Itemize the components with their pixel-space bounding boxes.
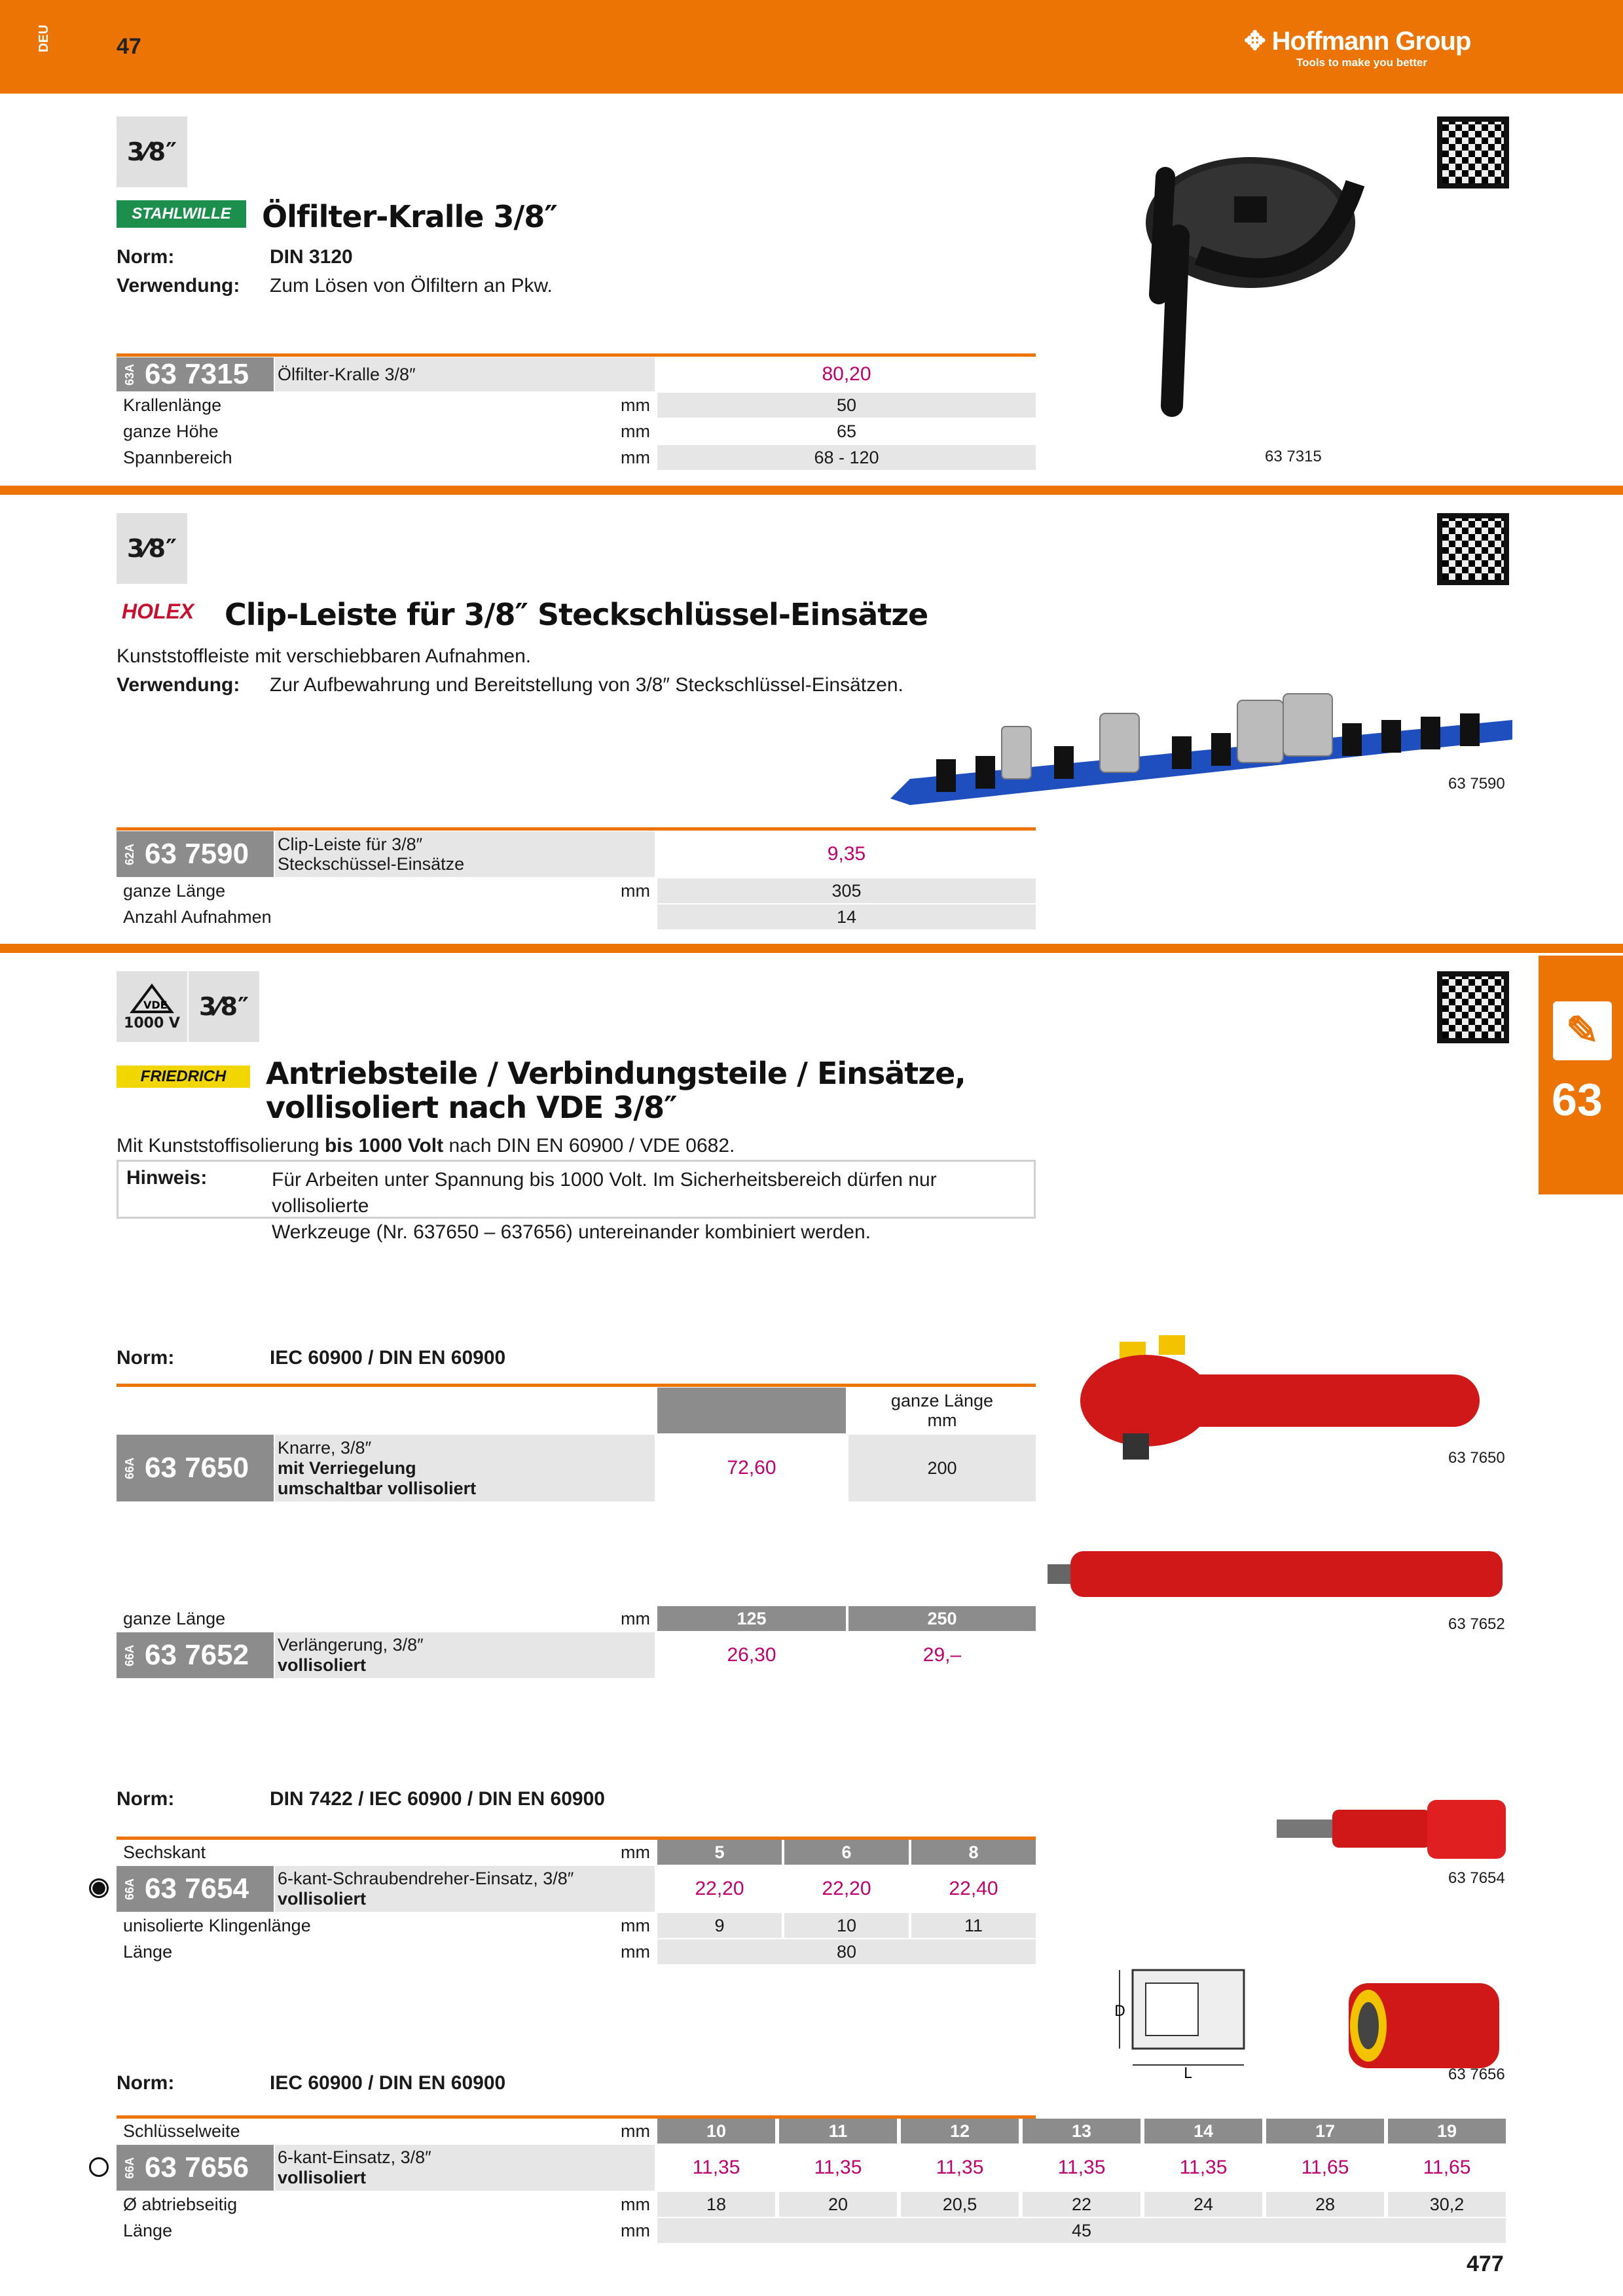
table-row	[117, 878, 1036, 903]
row-unit: mm	[621, 1608, 650, 1628]
price-cell[interactable]: 11,35	[936, 2157, 984, 2178]
vde-triangle-icon	[129, 982, 175, 1015]
article-number-cell	[117, 1632, 274, 1678]
header-cell-length	[848, 1388, 1036, 1433]
row-unit: mm	[621, 880, 650, 901]
note-line: Für Arbeiten unter Spannung bis 1000 Volt. Im Sicherheitsbereich dürfen nur vollisolierte	[272, 1169, 937, 1217]
brand-slogan: Tools to make you better	[1296, 56, 1427, 69]
price-cell[interactable]: 11,35	[692, 2157, 740, 2178]
price-cell[interactable]: 26,30	[727, 1644, 776, 1666]
norm-label: Norm:	[117, 1788, 175, 1810]
intro-part: Mit Kunststoffisolierung	[117, 1135, 325, 1157]
row-value: 18	[657, 2192, 775, 2217]
price-cell[interactable]: 11,35	[1179, 2157, 1228, 2178]
size-badge: 3⁄8″	[117, 117, 187, 187]
row-value: 28	[1266, 2192, 1384, 2217]
row-value: 30,2	[1388, 2192, 1506, 2217]
article-number: 63 7650	[145, 1452, 249, 1484]
price-cell[interactable]: 11,35	[1057, 2157, 1106, 2178]
description-line: mit Verriegelung	[278, 1458, 416, 1478]
use-value: Zur Aufbewahrung und Bereitstellung von 3/8″ Steckschlüssel-Einsätzen.	[270, 674, 903, 696]
table-row	[117, 419, 1036, 444]
header-cell: 6	[784, 1840, 909, 1865]
group-code: 66A	[123, 2157, 137, 2179]
row-value: 20	[779, 2192, 897, 2217]
row-unit: mm	[621, 2121, 650, 2141]
logo-icon: ✥	[1244, 27, 1272, 56]
article-number: 63 7315	[145, 358, 249, 390]
article-number-cell	[117, 357, 274, 391]
price-cell[interactable]: 29,–	[922, 1644, 962, 1666]
row-unit: mm	[621, 1915, 650, 1935]
title-line: Antriebsteile / Verbindungsteile / Einsätze,	[266, 1056, 966, 1091]
article-number: 63 7656	[145, 2151, 249, 2183]
brand-logo-stahlwille	[117, 200, 246, 228]
product-title	[266, 1056, 966, 1124]
image-label: 63 7590	[1448, 775, 1505, 793]
table-row	[117, 357, 1036, 391]
note-box	[117, 1160, 1036, 1243]
article-number-cell	[117, 1435, 274, 1501]
brand-label: FRIEDRICH	[140, 1067, 227, 1085]
price-cell[interactable]: 11,65	[1301, 2157, 1349, 2178]
norm-label: Norm:	[117, 246, 175, 268]
description-line: 6-kant-Schraubendreher-Einsatz, 3/8″	[278, 1869, 574, 1888]
price-cell[interactable]: 11,35	[814, 2157, 862, 2178]
tools-icon: ✎	[1553, 1001, 1612, 1060]
section-divider	[0, 486, 1623, 495]
row-label: unisolierte Klingenlänge	[123, 1915, 311, 1935]
group-code: 62A	[123, 843, 137, 865]
table-row	[117, 1632, 1036, 1678]
article-number: 63 7654	[145, 1873, 249, 1905]
row-label: Sechskant	[123, 1842, 206, 1862]
chapter-number: 63	[1552, 1074, 1603, 1125]
article-number-cell	[117, 1866, 274, 1912]
table-row	[117, 1866, 1036, 1912]
table-row	[117, 1939, 1036, 1964]
row-unit: mm	[621, 395, 650, 415]
use-value: Zum Lösen von Ölfiltern an Pkw.	[270, 275, 553, 296]
product-image-hex-bit-socket	[1270, 1793, 1512, 1865]
image-label: 63 7315	[1265, 448, 1322, 465]
group-code: 63A	[123, 363, 137, 386]
header-cell: 250	[848, 1606, 1036, 1631]
row-unit: mm	[621, 421, 650, 441]
header-page-number: 47	[117, 34, 141, 59]
svg-text:VDE: VDE	[143, 998, 168, 1011]
dimension-drawing	[1106, 1957, 1270, 2081]
row-value: 45	[657, 2218, 1506, 2243]
header-cell: 10	[657, 2119, 775, 2144]
description-cell	[275, 1435, 655, 1501]
size-badge: 3⁄8″	[117, 513, 187, 584]
dimension-d-label: D	[1114, 2003, 1125, 2020]
row-value: 9	[657, 1913, 782, 1938]
note-text	[272, 1167, 1034, 1246]
use-label: Verwendung:	[117, 275, 240, 296]
header-cell: 12	[901, 2119, 1019, 2144]
article-number-cell	[117, 2145, 274, 2191]
brand-logo-friedrich	[117, 1066, 250, 1088]
description-cell	[275, 1866, 655, 1912]
page-number: 477	[1467, 2251, 1504, 2276]
table-header-row	[117, 1388, 1036, 1433]
row-label: ganze Höhe	[123, 421, 219, 441]
table-row	[117, 2145, 1506, 2191]
intro-bold: bis 1000 Volt	[324, 1135, 444, 1157]
header-cell: 8	[911, 1840, 1036, 1865]
article-number: 63 7652	[145, 1639, 249, 1671]
selection-radio[interactable]	[89, 1878, 109, 1898]
row-value: 14	[657, 905, 1036, 929]
brand-name: Hoffmann Group	[1271, 27, 1471, 56]
vde-badge	[117, 971, 187, 1042]
description-cell: Ölfilter-Kralle 3/8″	[275, 357, 655, 391]
intro-text	[117, 1135, 735, 1157]
header-cell: 19	[1388, 2119, 1506, 2144]
dimension-l-label: L	[1184, 2066, 1192, 2081]
image-label: 63 7652	[1448, 1615, 1505, 1633]
row-unit: mm	[621, 1842, 650, 1862]
qr-code	[1437, 513, 1509, 585]
row-unit: mm	[621, 1941, 650, 1962]
price-cell[interactable]: 11,65	[1423, 2157, 1471, 2178]
table-header-row	[117, 2119, 1457, 2144]
row-unit: mm	[621, 2194, 650, 2214]
header-cell: 125	[657, 1606, 846, 1631]
header-text: ganze Länge	[890, 1391, 994, 1410]
row-label: Länge	[123, 1941, 173, 1962]
row-value: 20,5	[901, 2192, 1019, 2217]
product-title: Ölfilter-Kralle 3/8″	[262, 199, 557, 234]
product-image-ratchet	[1074, 1329, 1512, 1486]
image-label: 63 7650	[1448, 1449, 1505, 1467]
norm-value: DIN 7422 / IEC 60900 / DIN EN 60900	[270, 1788, 605, 1810]
row-value: 11	[911, 1913, 1036, 1938]
row-value: 68 - 120	[657, 445, 1036, 470]
product-image-hex-socket	[1342, 1977, 1512, 2075]
table-row	[117, 1913, 1036, 1938]
table-row	[117, 2218, 1506, 2243]
norm-label: Norm:	[117, 2072, 175, 2094]
header-unit: mm	[927, 1410, 957, 1430]
row-value: 10	[784, 1913, 909, 1938]
size-badge: 3⁄8″	[189, 971, 259, 1042]
description-line: Knarre, 3/8″	[278, 1437, 372, 1458]
table-row	[117, 905, 1036, 929]
price-cell[interactable]: 72,60	[727, 1457, 776, 1479]
group-code: 66A	[123, 1644, 137, 1666]
product-title: Clip-Leiste für 3/8″ Steckschlüssel-Einsätze	[225, 597, 928, 632]
row-value: 50	[657, 393, 1036, 418]
price-cell[interactable]: 9,35	[827, 843, 866, 865]
description-line: vollisoliert	[278, 1655, 367, 1675]
section-divider	[0, 944, 1623, 953]
price-cell[interactable]: 22,20	[695, 1878, 744, 1899]
row-label: Anzahl Aufnahmen	[123, 906, 272, 927]
price-cell[interactable]: 22,20	[822, 1878, 871, 1899]
table-row	[117, 831, 1036, 877]
table-row	[117, 1435, 1036, 1501]
description-cell	[275, 2145, 655, 2191]
norm-value: DIN 3120	[270, 246, 353, 268]
description-line: Steckschüssel-Einsätze	[278, 854, 465, 874]
header-cell: 13	[1023, 2119, 1140, 2144]
use-label: Verwendung:	[117, 674, 240, 696]
row-value: 65	[836, 421, 857, 441]
chapter-tab	[1539, 956, 1623, 1194]
brand-label: STAHLWILLE	[132, 205, 231, 223]
voltage-label: 1000 V	[124, 1014, 180, 1031]
row-value: 305	[657, 878, 1036, 903]
description-cell	[275, 1632, 655, 1678]
title-line: vollisoliert nach VDE 3/8″	[266, 1090, 677, 1125]
description-line: Clip-Leiste für 3/8″	[278, 834, 423, 854]
description-line: Verlängerung, 3/8″	[278, 1635, 424, 1655]
row-label: Schlüsselweite	[123, 2121, 240, 2141]
row-value: 80	[657, 1939, 1036, 1964]
row-label: ganze Länge	[123, 880, 226, 901]
product-image-extension	[1041, 1545, 1512, 1604]
row-value: 24	[1144, 2192, 1262, 2217]
brand-logo	[1244, 26, 1470, 69]
length-cell: 200	[848, 1435, 1036, 1501]
note-label: Hinweis:	[126, 1167, 208, 1189]
row-label: Ø abtriebseitig	[123, 2194, 238, 2214]
description-line: 6-kant-Einsatz, 3/8″	[278, 2147, 431, 2167]
group-code: 66A	[123, 1457, 137, 1479]
norm-value: IEC 60900 / DIN EN 60900	[270, 2072, 506, 2094]
price-cell[interactable]: 80,20	[822, 363, 871, 385]
row-unit: mm	[621, 2220, 650, 2240]
header-cell: 5	[657, 1840, 782, 1865]
qr-code	[1437, 971, 1509, 1043]
intro-part: nach DIN EN 60900 / VDE 0682.	[443, 1135, 735, 1157]
norm-label: Norm:	[117, 1347, 175, 1369]
image-label: 63 7656	[1448, 2066, 1505, 2083]
norm-value: IEC 60900 / DIN EN 60900	[270, 1347, 506, 1369]
row-value: 22	[1023, 2192, 1140, 2217]
row-label: Länge	[123, 2220, 173, 2240]
intro-text: Kunststoffleiste mit verschiebbaren Aufnahmen.	[117, 645, 532, 667]
row-unit: mm	[621, 447, 650, 467]
product-image-clip-rail	[884, 681, 1519, 812]
description-line: vollisoliert	[278, 2168, 367, 2187]
qr-code	[1437, 117, 1509, 188]
header-cell-empty	[657, 1388, 846, 1433]
article-number: 63 7590	[145, 838, 249, 870]
image-label: 63 7654	[1448, 1869, 1505, 1887]
table-row	[117, 445, 1036, 470]
description-line: vollisoliert	[278, 1889, 367, 1909]
description-line: umschaltbar vollisoliert	[278, 1478, 477, 1498]
row-label: Spannbereich	[123, 447, 232, 467]
table-row	[117, 2192, 1506, 2217]
description-cell	[275, 831, 655, 877]
language-code: DEU	[37, 24, 51, 52]
header-cell: 14	[1144, 2119, 1262, 2144]
product-image-oil-filter-wrench	[1120, 144, 1427, 484]
brand-logo-holex: HOLEX	[122, 600, 194, 623]
header-cell: 17	[1266, 2119, 1384, 2144]
note-line: Werkzeuge (Nr. 637650 – 637656) untereinander kombiniert werden.	[272, 1221, 871, 1243]
group-code: 66A	[123, 1878, 137, 1900]
selection-radio[interactable]	[89, 2157, 109, 2177]
row-label: Krallenlänge	[123, 395, 222, 415]
table-row	[117, 393, 1036, 418]
article-number-cell	[117, 831, 274, 877]
header-cell: 11	[779, 2119, 897, 2144]
row-label: ganze Länge	[123, 1608, 226, 1628]
table-header-row	[117, 1840, 1036, 1865]
table-header-row	[117, 1606, 1036, 1631]
price-cell[interactable]: 22,40	[949, 1878, 998, 1899]
